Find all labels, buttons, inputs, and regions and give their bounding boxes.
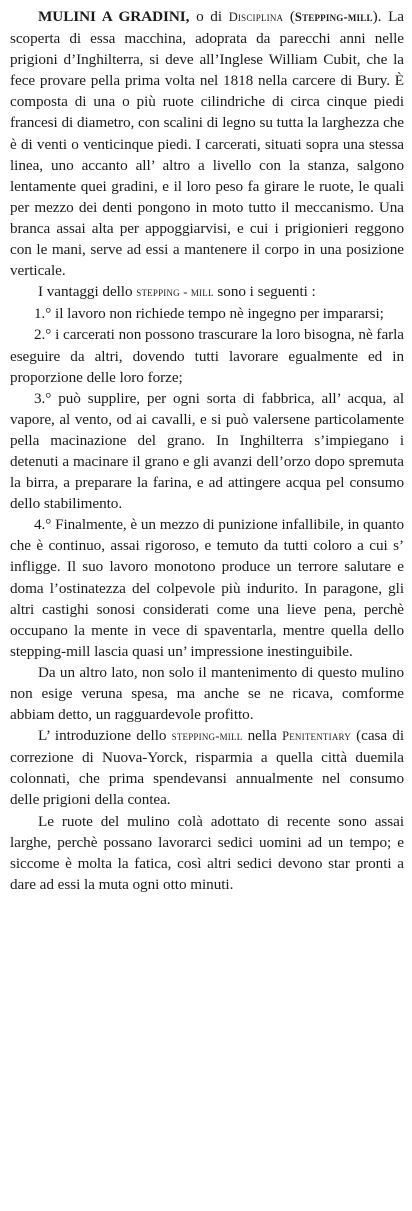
paragraph-introduction <box>10 725 404 810</box>
term-stepping-mill: Stepping-mill <box>294 10 373 24</box>
list-item-4: 4.° Finalmente, è un mezzo di punizione infallibile, in quanto che è continuo, assai rigoroso, e temuto da tutti coloro a cui s’ infligge. Il suo lavoro monotono produce un terrore salutare e doma l’ostinatezza del colpevole più indurito. In paragone, gli altri castighi sonosi considerati come una lieve pena, perchè occupano la mente in vece di spaventarla, mentre quella dello stepping-mill lascia quasi un’ impressione inestinguibile. <box>10 516 404 660</box>
term-stepping-mill: stepping-mill <box>171 729 243 744</box>
paragraph-intro <box>10 6 404 281</box>
paragraph-advantages-intro <box>10 281 404 303</box>
introduction-text: L’ introduzione dello <box>38 727 172 745</box>
paragraph-maintenance: Da un altro lato, non solo il mantenimento di questo mulino non esige veruna spesa, ma anche se ne ricava, comforme abbiam detto, un ragguardevole profitto. <box>10 663 404 724</box>
advantages-text: sono i seguenti : <box>213 283 316 301</box>
paragraph-wheels: Le ruote del mulino colà adottato di recente sono assai larghe, perchè possano lavorarci sedici uomini ad un tempo; e siccome è molta la fatica, così altri sedici devono star pronti a dare ad essi la muta ogni otto minuti. <box>10 812 404 893</box>
intro-text: ( <box>283 8 295 25</box>
intro-text: o di <box>189 8 229 25</box>
introduction-text: (casa di correzione di Nuova-Yorck, risparmia a quella città duemila colonnati, che prima spendevansi annualmente nel consumo delle prigioni della contea. <box>10 727 404 809</box>
advantages-text: I vantaggi dello <box>38 283 137 301</box>
list-item-2: 2.° i carcerati non possono trascurare la loro bisogna, nè farla eseguire da altri, dovendo tutti lavorare egualmente ed in proporzione delle loro forze; <box>10 326 404 386</box>
list-item-3: 3.° può supplire, per ogni sorta di fabbrica, all’ acqua, al vapore, al vento, od ai cavalli, e si può valersene particolamente pella macinazione del grano. In Inghilterra s’impiegano i detenuti a macinare il grano e gli avanzi dell’orzo dopo spremuta la birra, a preparare la farina, e ad attingere acqua pel consumo dello stabilimento. <box>10 389 404 513</box>
document-page <box>10 6 404 895</box>
term-disciplina: Disciplina <box>228 10 284 24</box>
term-stepping-mill: stepping - mill <box>136 285 214 300</box>
list-item-1: 1.° il lavoro non richiede tempo nè ingegno per impararsi; <box>34 305 384 323</box>
entry-title: MULINI A GRADINI, <box>38 8 190 25</box>
introduction-text: nella <box>242 727 283 745</box>
term-penitentiary: Penitentiary <box>282 729 351 744</box>
intro-text: ). La scoperta di essa macchina, adoprata da parecchi anni nelle prigioni d’Inghilterra, si deve all’Inglese William Cubit, che la fece provare pella prima volta nel 1818 nella carcere di Bury. È composta di una o più ruote cilindriche di circa cinque piedi francesi di diametro, con scalini di legno su tutta la larghezza che è di venti o venticinque piedi. I carcerati, situati sopra una stessa linea, uno accanto all’ altro a livello con la stanza, salgono lentamente quei gradini, e il loro peso fa girare le ruote, le quali per mezzo dei denti pongono in moto tutto il meccanismo. Una branca assai alta per appoggiarvisi, e cui i prigionieri reggono con le mani, serve ad essi a mantenere il corpo in una posizione verticale. <box>10 8 405 280</box>
